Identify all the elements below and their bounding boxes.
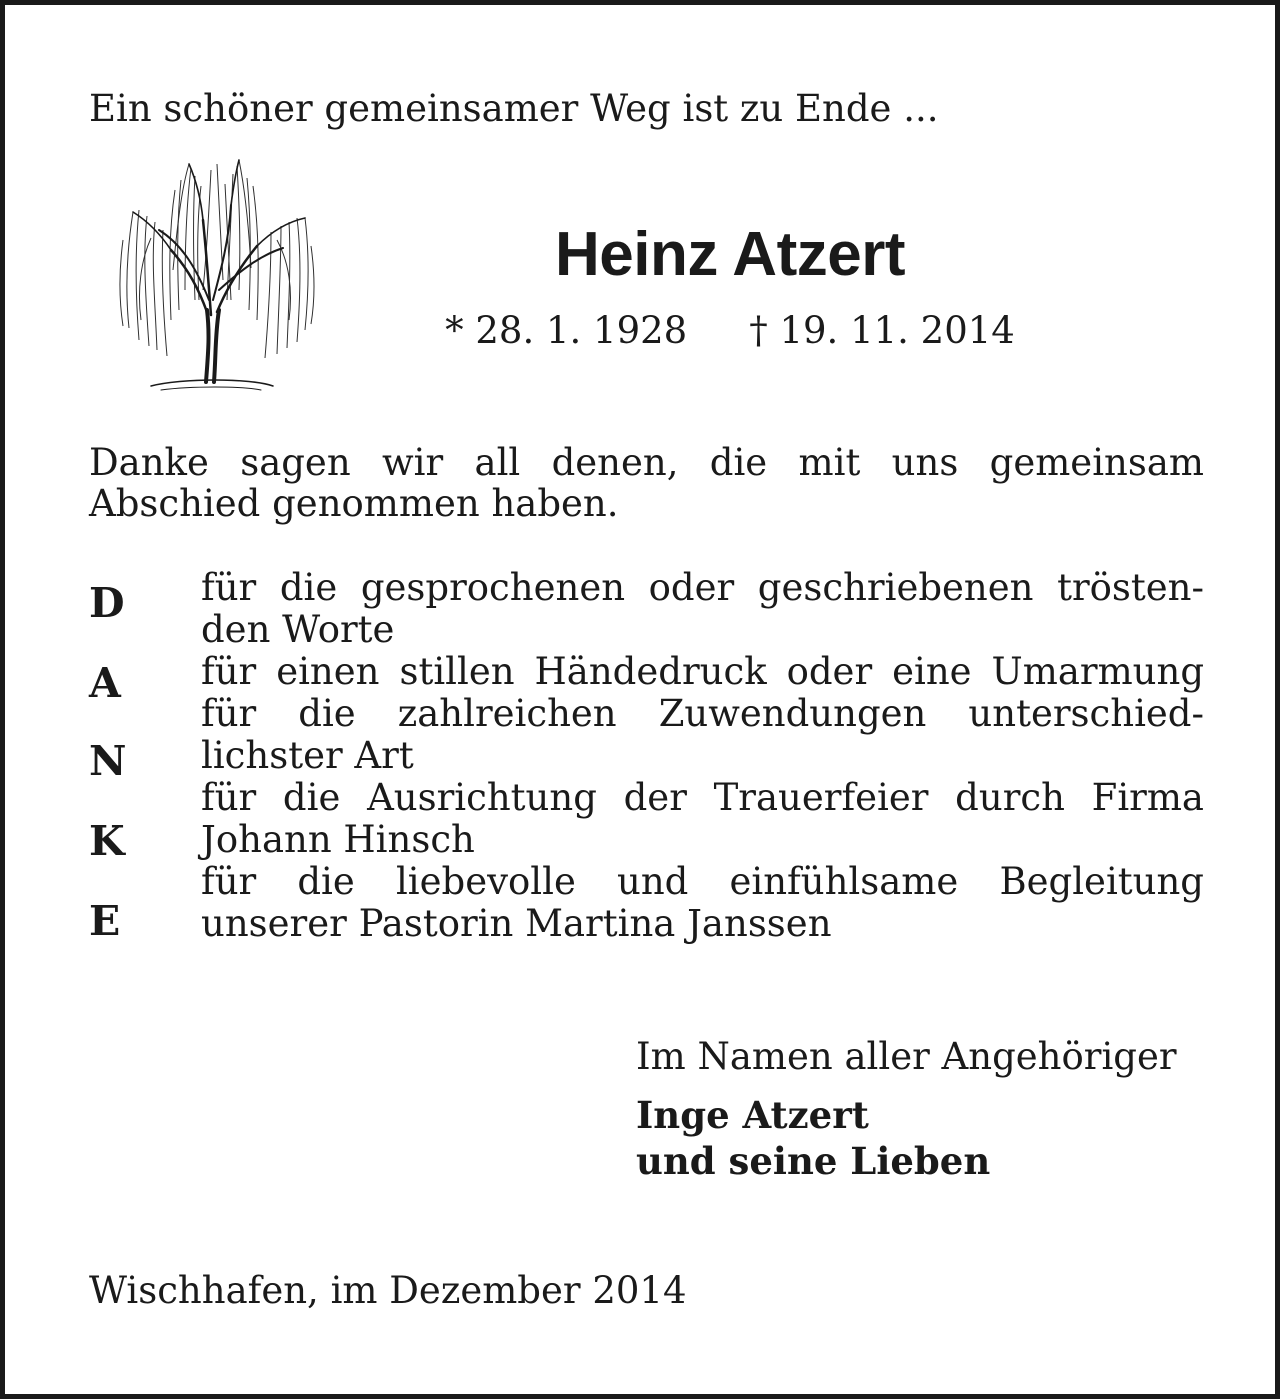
reason-line: für die zahlreichen Zuwendungen unterschied- xyxy=(201,693,1204,735)
signature-family: und seine Lieben xyxy=(636,1139,991,1183)
reason-line: für die Ausrichtung der Trauerfeier durch Firma xyxy=(201,777,1204,819)
weeping-willow-icon xyxy=(111,150,319,398)
acrostic-letter: K xyxy=(89,817,125,865)
reason-line: lichster Art xyxy=(201,734,414,777)
death-date: † 19. 11. 2014 xyxy=(749,309,1015,352)
signature-name: Inge Atzert xyxy=(636,1093,869,1137)
acrostic-letter: E xyxy=(89,897,121,945)
thanks-paragraph: Danke sagen wir all denen, die mit uns gemeinsam Abschied genommen haben. xyxy=(89,441,1204,525)
reason-line: für die liebevolle und einfühlsame Begleitung xyxy=(201,861,1204,903)
deceased-name: Heinz Atzert xyxy=(555,220,905,289)
acrostic-letter: A xyxy=(89,659,121,707)
place-date: Wischhafen, im Dezember 2014 xyxy=(89,1269,687,1312)
reason-line: für einen stillen Händedruck oder eine Umarmung xyxy=(201,651,1204,693)
reason-line: unserer Pastorin Martina Janssen xyxy=(201,902,832,945)
life-dates xyxy=(405,309,1055,353)
acrostic-letter: N xyxy=(89,737,127,785)
reason-line: den Worte xyxy=(201,608,395,651)
reason-line: für die gesprochenen oder geschriebenen trösten- xyxy=(201,567,1204,609)
intro-line: Ein schöner gemeinsamer Weg ist zu Ende ... xyxy=(89,87,939,130)
birth-date: * 28. 1. 1928 xyxy=(445,309,688,352)
reason-line: Johann Hinsch xyxy=(201,818,475,861)
acrostic-letter: D xyxy=(89,579,125,627)
reasons-list xyxy=(201,567,1204,945)
signature-lead: Im Namen aller Angehöriger xyxy=(636,1035,1177,1078)
